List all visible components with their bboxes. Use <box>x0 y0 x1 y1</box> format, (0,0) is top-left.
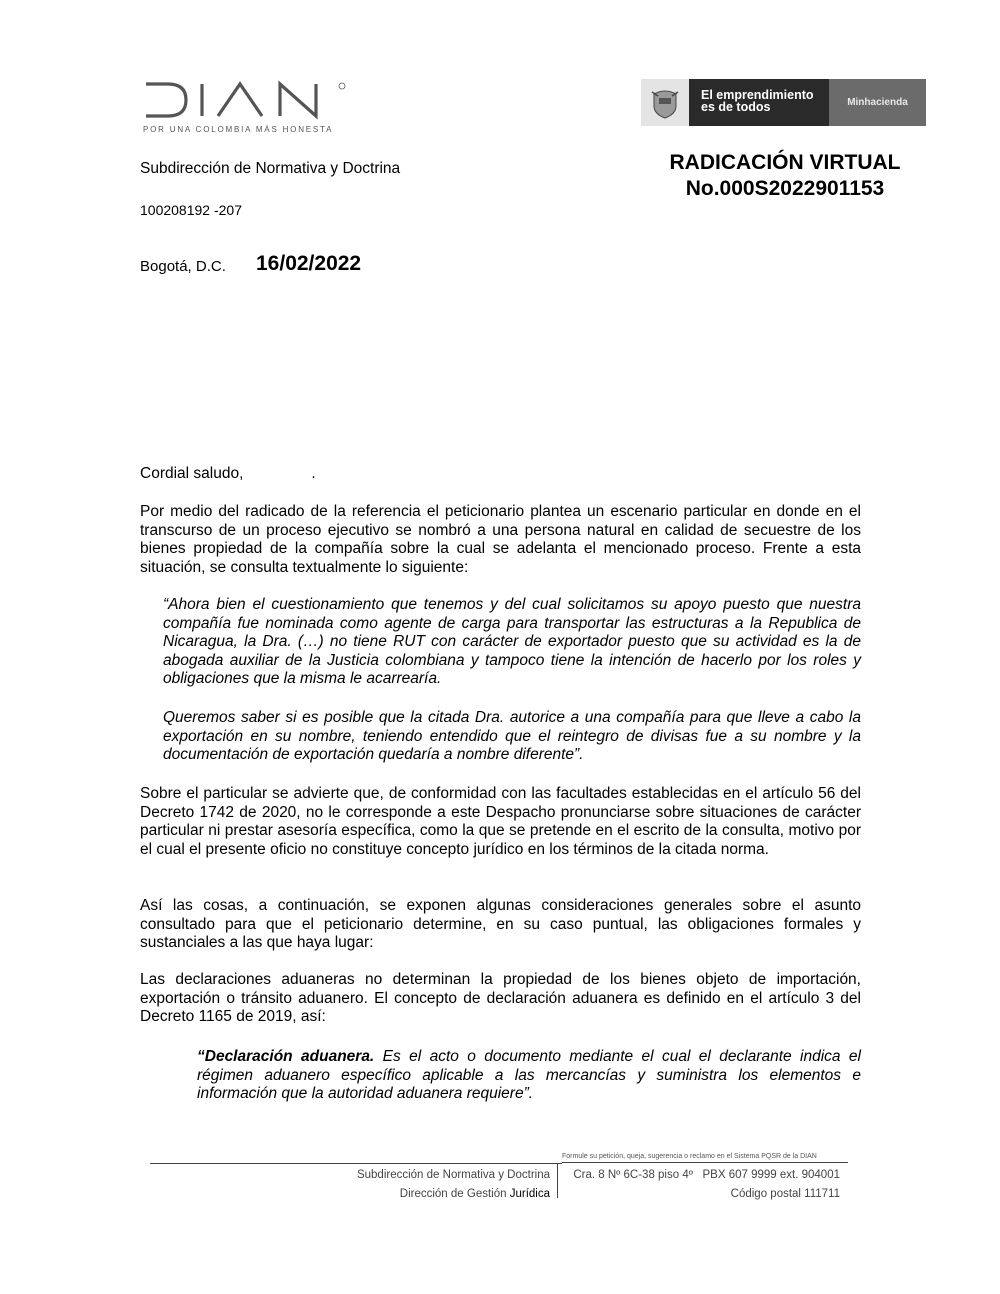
quote-question-1: “Ahora bien el cuestionamiento que tenemos y del cual solicitamos su apoyo puesto que nuestra compañía fue nominada como agente de carga para transportar las estructuras a la Republica de Nicaragua, la Dra. (…) no tiene RUT con carácter de exportador puesto que su actividad es la de abogada auxiliar de la Justicia colombiana y tampoco tiene la intención de hacerlo por los roles y obligaciones que la misma le acarrearía. <box>163 596 861 688</box>
city: Bogotá, D.C. <box>140 258 226 275</box>
banner-slogan-line2: es de todos <box>701 100 771 114</box>
reference-number: 100208192 -207 <box>140 202 242 218</box>
footer-postal-code: Código postal 111711 <box>730 1188 840 1200</box>
footer-address <box>566 1166 840 1204</box>
paragraph-intro: Por medio del radicado de la referencia el peticionario plantea un escenario particular en donde en el transcurso de un proceso ejecutivo se nombró a una persona natural en calidad de secuestre de los bienes propiedad de la compañía sobre la cual se adelanta el mencionado proceso. Frente a esta situación, se consulta textualmente lo siguiente: <box>140 503 861 576</box>
definition-quote <box>197 1048 861 1104</box>
definition-term: “Declaración aduanera. <box>197 1048 375 1065</box>
paragraph-competence: Sobre el particular se advierte que, de conformidad con las facultades establecidas en el artículo 56 del Decreto 1742 de 2020, no le corresponde a este Despacho pronunciarse sobre situaciones de carácter particular ni prestar asesoría específica, como la que se pretende en el escrito de la consulta, motivo por el cual el presente oficio no constituye concepto jurídico en los términos de la citada norma. <box>140 785 861 858</box>
paragraph-considerations: Así las cosas, a continuación, se exponen algunas consideraciones generales sobre el asunto consultado para que el peticionario determine, en su caso puntual, las obligaciones formales y sustanciales a las que haya lugar: <box>140 897 861 952</box>
quote-question-2: Queremos saber si es posible que la citada Dra. autorice a una compañía para que lleve a cabo la exportación en su nombre, teniendo entendido que el reintegro de divisas fue a su nombre y la documentación de exportación quedaría a nombre diferente”. <box>163 709 861 764</box>
dian-tagline: POR UNA COLOMBIA MÁS HONESTA <box>143 125 334 134</box>
greeting-dot: . <box>311 465 316 482</box>
radicacion-number <box>640 150 930 202</box>
footer-office <box>300 1166 550 1204</box>
greeting <box>140 465 316 483</box>
footer-direction-prefix: Dirección de Gestión <box>399 1188 510 1200</box>
footer-divider <box>562 1162 848 1163</box>
radicacion-code: No.000S2022901153 <box>685 177 885 200</box>
greeting-text: Cordial saludo, <box>140 465 244 482</box>
government-banner <box>641 79 926 126</box>
footer-divider-left <box>150 1163 562 1164</box>
footer-vertical-divider <box>557 1163 558 1198</box>
footer-direction-strong: Jurídica <box>509 1188 550 1200</box>
footer-address-line1: Cra. 8 Nº 6C-38 piso 4º PBX 607 9999 ext. 904001 <box>573 1169 840 1181</box>
colombia-shield-icon <box>641 79 689 126</box>
definition-text: Es el acto o documento mediante el cual el declarante indica el régimen aduanero específico aplicable a las mercancías y suministra los elementos e información que la autoridad aduanera requiere”. <box>197 1048 861 1103</box>
footer-office-line1: Subdirección de Normativa y Doctrina <box>356 1169 550 1181</box>
footer-office-line2 <box>300 1185 550 1204</box>
banner-slogan <box>689 79 829 126</box>
letter-date: 16/02/2022 <box>256 252 362 275</box>
banner-slogan-line1: El emprendimiento <box>701 88 814 102</box>
banner-ministry: Minhacienda <box>829 79 926 126</box>
paragraph-declarations: Las declaraciones aduaneras no determinan la propiedad de los bienes objeto de importación, exportación o tránsito aduanero. El concepto de declaración aduanera es definido en el artículo 3 del Decreto 1165 de 2019, así: <box>140 971 861 1026</box>
radicacion-title: RADICACIÓN VIRTUAL <box>669 151 901 174</box>
pqsr-note: Formule su petición, queja, sugerencia o reclamo en el Sistema PQSR de la DIAN <box>562 1153 817 1160</box>
office-name: Subdirección de Normativa y Doctrina <box>140 160 401 177</box>
